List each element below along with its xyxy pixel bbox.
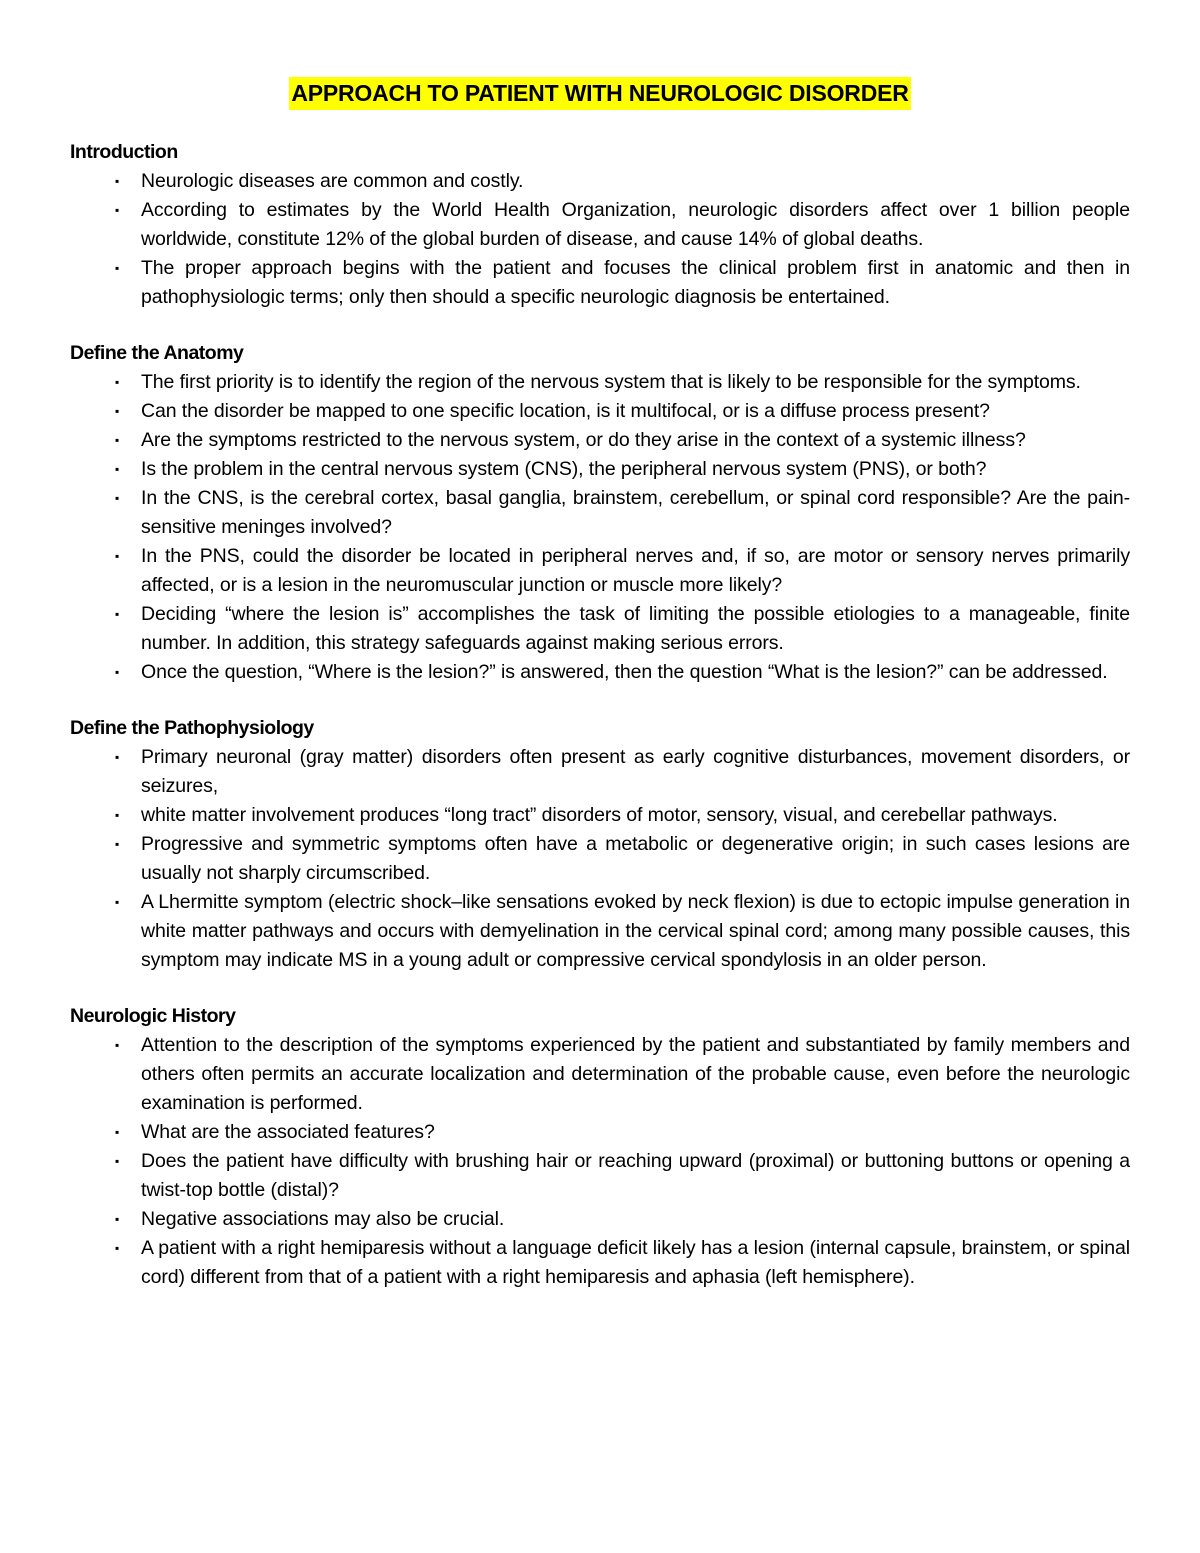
bullet-list xyxy=(70,167,1130,312)
bullet-icon: ▪ xyxy=(115,203,120,217)
list-item xyxy=(70,830,1130,888)
bullet-list xyxy=(70,368,1130,687)
bullet-icon: ▪ xyxy=(115,1038,120,1052)
bullet-icon: ▪ xyxy=(115,665,120,679)
list-item xyxy=(70,426,1130,455)
list-item-text: The first priority is to identify the region of the nervous system that is likely to be responsible for the symptoms. xyxy=(141,371,1081,393)
list-item-text: Can the disorder be mapped to one specific location, is it multifocal, or is a diffuse process present? xyxy=(141,400,990,422)
list-item-text: Are the symptoms restricted to the nervous system, or do they arise in the context of a systemic illness? xyxy=(141,429,1026,451)
list-item-text: Neurologic diseases are common and costly. xyxy=(141,170,524,192)
bullet-icon: ▪ xyxy=(115,404,120,418)
list-item-text: Once the question, “Where is the lesion?” is answered, then the question “What is the lesion?” can be addressed. xyxy=(141,661,1108,683)
list-item-text: A patient with a right hemiparesis without a language deficit likely has a lesion (internal capsule, brainstem, or spinal cord) different from that of a patient with a right hemiparesis and aphasia (left hemisphere). xyxy=(141,1237,1130,1288)
list-item xyxy=(70,397,1130,426)
list-item-text: white matter involvement produces “long tract” disorders of motor, sensory, visual, and cerebellar pathways. xyxy=(141,804,1058,826)
bullet-icon: ▪ xyxy=(115,462,120,476)
list-item xyxy=(70,743,1130,801)
list-item xyxy=(70,1234,1130,1292)
section-introduction xyxy=(70,138,1130,312)
bullet-list xyxy=(70,743,1130,975)
list-item xyxy=(70,888,1130,975)
bullet-icon: ▪ xyxy=(115,491,120,505)
section-heading: Define the Pathophysiology xyxy=(70,717,314,739)
list-item xyxy=(70,1205,1130,1234)
list-item-text: Does the patient have difficulty with brushing hair or reaching upward (proximal) or buttoning buttons or opening a twist-top bottle (distal)? xyxy=(141,1150,1130,1201)
list-item-text: According to estimates by the World Health Organization, neurologic disorders affect over 1 billion people worldwide, constitute 12% of the global burden of disease, and cause 14% of global deaths. xyxy=(141,199,1130,250)
list-item xyxy=(70,196,1130,254)
list-item xyxy=(70,1147,1130,1205)
list-item-text: What are the associated features? xyxy=(141,1121,435,1143)
list-item-text: Attention to the description of the symptoms experienced by the patient and substantiated by family members and others often permits an accurate localization and determination of the probable cause, even before the neurologic examination is performed. xyxy=(141,1034,1130,1114)
section-define-pathophysiology xyxy=(70,714,1130,975)
list-item-text: Is the problem in the central nervous system (CNS), the peripheral nervous system (PNS), or both? xyxy=(141,458,987,480)
list-item xyxy=(70,368,1130,397)
list-item xyxy=(70,167,1130,196)
list-item-text: In the PNS, could the disorder be located in peripheral nerves and, if so, are motor or sensory nerves primarily affected, or is a lesion in the neuromuscular junction or muscle more likely? xyxy=(141,545,1130,596)
bullet-icon: ▪ xyxy=(115,549,120,563)
title-block xyxy=(0,77,1200,110)
list-item xyxy=(70,1031,1130,1118)
list-item xyxy=(70,801,1130,830)
document-title: APPROACH TO PATIENT WITH NEUROLOGIC DISORDER xyxy=(289,77,910,110)
bullet-icon: ▪ xyxy=(115,375,120,389)
section-heading: Neurologic History xyxy=(70,1005,236,1027)
list-item-text: Negative associations may also be crucial. xyxy=(141,1208,505,1230)
list-item xyxy=(70,600,1130,658)
bullet-icon: ▪ xyxy=(115,1212,120,1226)
bullet-icon: ▪ xyxy=(115,433,120,447)
bullet-icon: ▪ xyxy=(115,808,120,822)
list-item xyxy=(70,658,1130,687)
list-item xyxy=(70,254,1130,312)
bullet-icon: ▪ xyxy=(115,1241,120,1255)
list-item xyxy=(70,484,1130,542)
list-item xyxy=(70,542,1130,600)
list-item-text: In the CNS, is the cerebral cortex, basal ganglia, brainstem, cerebellum, or spinal cord responsible? Are the pain-sensitive meninges involved? xyxy=(141,487,1130,538)
section-heading: Define the Anatomy xyxy=(70,342,244,364)
bullet-icon: ▪ xyxy=(115,837,120,851)
bullet-icon: ▪ xyxy=(115,1125,120,1139)
list-item xyxy=(70,1118,1130,1147)
list-item-text: The proper approach begins with the patient and focuses the clinical problem first in anatomic and then in pathophysiologic terms; only then should a specific neurologic diagnosis be entertained. xyxy=(141,257,1130,308)
list-item-text: A Lhermitte symptom (electric shock–like sensations evoked by neck flexion) is due to ectopic impulse generation in white matter pathways and occurs with demyelination in the cervical spinal cord; among many possible causes, this symptom may indicate MS in a young adult or compressive cervical spondylosis in an older person. xyxy=(141,891,1130,971)
bullet-icon: ▪ xyxy=(115,261,120,275)
bullet-icon: ▪ xyxy=(115,174,120,188)
list-item-text: Primary neuronal (gray matter) disorders often present as early cognitive disturbances, movement disorders, or seizures, xyxy=(141,746,1130,797)
bullet-list xyxy=(70,1031,1130,1292)
section-neurologic-history xyxy=(70,1002,1130,1292)
document-body xyxy=(70,138,1130,1319)
bullet-icon: ▪ xyxy=(115,1154,120,1168)
list-item-text: Deciding “where the lesion is” accomplishes the task of limiting the possible etiologies to a manageable, finite number. In addition, this strategy safeguards against making serious errors. xyxy=(141,603,1130,654)
section-heading: Introduction xyxy=(70,141,178,163)
list-item xyxy=(70,455,1130,484)
list-item-text: Progressive and symmetric symptoms often have a metabolic or degenerative origin; in such cases lesions are usually not sharply circumscribed. xyxy=(141,833,1130,884)
bullet-icon: ▪ xyxy=(115,895,120,909)
section-define-anatomy xyxy=(70,339,1130,687)
bullet-icon: ▪ xyxy=(115,750,120,764)
bullet-icon: ▪ xyxy=(115,607,120,621)
